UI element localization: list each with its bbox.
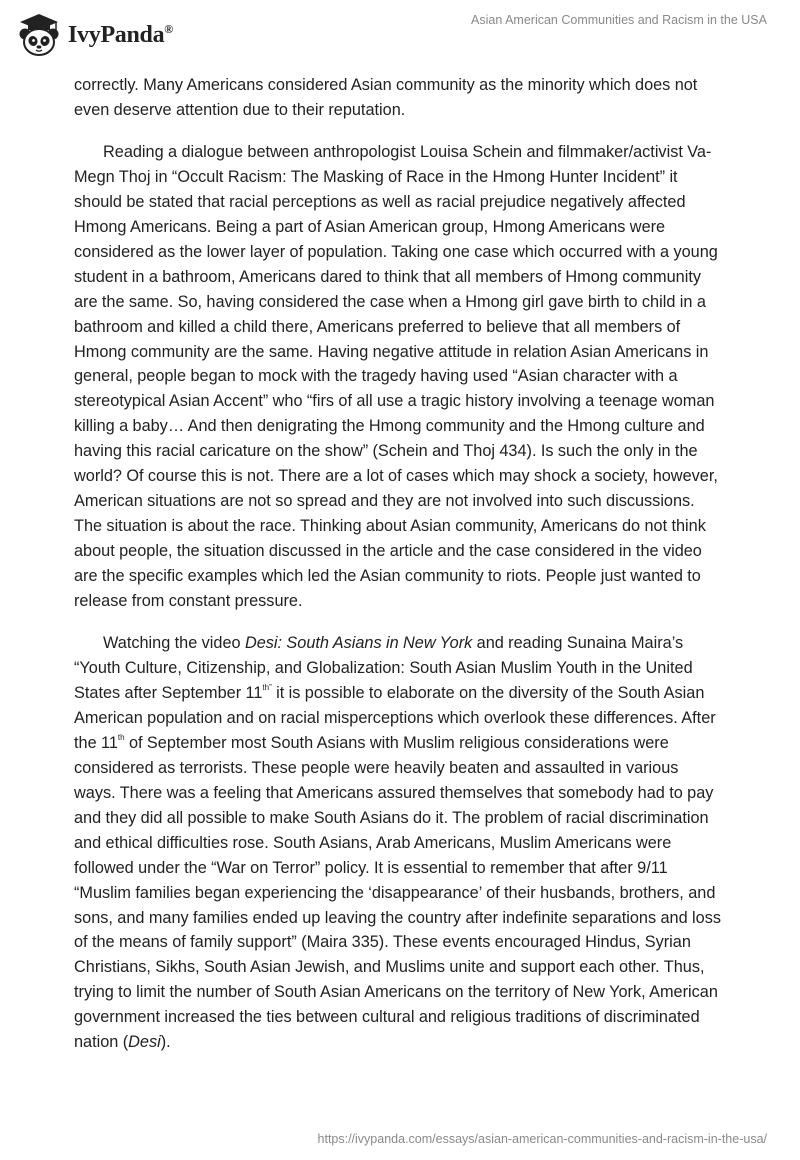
- paragraph-3-text-c: and reading Sunaina Maira’s “Youth Culture, Citizenship, and Globalization: South Asian Muslim Youth in the United States after September 11: [74, 634, 693, 702]
- page-header: [0, 0, 800, 70]
- video-title: Desi: South Asians in New York: [244, 634, 473, 653]
- essay-body: [74, 73, 724, 1072]
- source-url[interactable]: https://ivypanda.com/essays/asian-american-communities-and-racism-in-the-usa/: [317, 1132, 767, 1146]
- ordinal-superscript: th: [117, 732, 125, 742]
- paragraph-3: [74, 631, 724, 1055]
- paragraph-2: [74, 140, 724, 614]
- paragraph-3-text-g: ).: [160, 1033, 171, 1052]
- document-title: Asian American Communities and Racism in the USA: [471, 13, 767, 27]
- paragraph-1-text: correctly. Many Americans considered Asian community as the minority which does not even deserve attention due to their reputation.: [74, 76, 698, 119]
- panda-graduate-icon: [14, 10, 64, 60]
- brand-name: [68, 22, 173, 49]
- brand-logo[interactable]: [14, 10, 173, 60]
- paragraph-1: [74, 73, 724, 123]
- paragraph-3-text-d: it is possible to elaborate on the diversity of the South Asian American population and on racial misperceptions which overlook these differences. After the 11: [74, 683, 716, 752]
- paragraph-3-text-e: of September most South Asians with Muslim religious considerations were considered as terrorists. These people were heavily beaten and assaulted in various ways. There was a feeling that Americans assured themselves that somebody had to pay and they did all possible to make South Asians do it. The problem of racial discrimination and ethical difficulties rose. South Asians, Arab Americans, Muslim Americans were followed under the “War on Terror” policy. It is essential to remember that after 9/11 “Muslim families began experiencing the ‘disappearance’ of their husbands, brothers, and sons, and many families ended up leaving the country after indefinite separations and loss of the means of family support” (Maira 335). These events encouraged Hindus, Syrian Christians, Sikhs, South Asian Jewish, and Muslims unite and support each other. Thus, trying to limit the number of South Asian Americans on the territory of New York, American government increased the ties between cultural and religious traditions of discriminated nation (: [74, 733, 721, 1052]
- paragraph-2-text: Reading a dialogue between anthropologist Louisa Schein and filmmaker/activist Va-Megn Thoj in “Occult Racism: The Masking of Race in the Hmong Hunter Incident” it should be stated that racial perceptions as well as racial prejudice negatively affected Hmong Americans. Being a part of Asian American group, Hmong Americans were considered as the lower layer of population. Taking one case which occurred with a young student in a bathroom, Americans dared to think that all members of Hmong community are the same. So, having considered the case when a Hmong girl gave birth to child in a bathroom and killed a child there, Americans preferred to believe that all members of Hmong community are the same. Having negative attitude in relation Asian Americans in general, people began to mock with the tragedy having used “Asian character with a stereotypical Asian Accent” who “firs of all use a tragic history involving a teenage woman killing a baby… And then denigrating the Hmong community and the Hmong culture and having this racial caricature on the show” (Schein and Thoj 434). Is such the only in the world? Of course this is not. There are a lot of cases which may shock a society, however, American situations are not so spread and they are not involved into such discussions. The situation is about the race. Thinking about Asian community, Americans do not think about people, the situation discussed in the article and the case considered in the video are the specific examples which led the Asian community to riots. People just wanted to release from constant pressure.: [74, 142, 718, 611]
- citation-title: Desi: [128, 1033, 161, 1052]
- brand-text: IvyPanda: [68, 21, 165, 48]
- ordinal-superscript: th”: [262, 682, 272, 692]
- paragraph-3-text-a: Watching the video: [103, 634, 245, 653]
- registered-mark: ®: [164, 21, 173, 36]
